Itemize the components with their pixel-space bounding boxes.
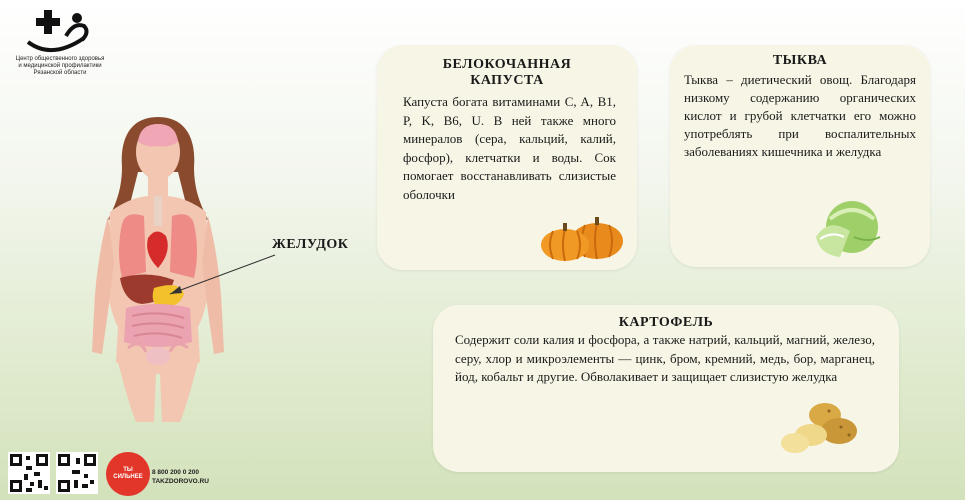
pointer-arrow-icon (140, 240, 280, 310)
cabbage-icon (810, 197, 890, 259)
card-potato-text: Содержит соли калия и фосфора, а также натрий, кальций, магний, железо, серу, хлор и микроэлементы — цинк, бром, кремний, медь, бор, марганец, йод, кобальт и другие. Обволакивает и защищает слизистую желудка (455, 332, 875, 384)
hotline-site[interactable]: TAKZDOROVO.RU (152, 478, 209, 485)
card-potato-title: КАРТОФЕЛЬ (618, 315, 714, 330)
organization-logo (10, 8, 110, 77)
card-cabbage (377, 45, 637, 270)
card-cabbage-title (377, 45, 637, 89)
card-cabbage-title-line-1: БЕЛОКОЧАННАЯ (442, 57, 572, 72)
hotline-info (152, 468, 209, 486)
card-potato (433, 305, 899, 472)
stomach-label: ЖЕЛУДОК (272, 237, 349, 252)
medical-cross-person-logo-icon (22, 8, 98, 54)
pumpkin-icon (537, 207, 629, 263)
card-pumpkin (670, 45, 930, 267)
card-pumpkin-text: Тыква – диетический овощ. Благодаря низкому содержанию органических кислот и грубой клетчатки его можно употреблять при воспалительных заболеваниях кишечника и желудка (684, 72, 916, 159)
card-cabbage-text: Капуста богата витаминами C, A, B1, P, K, B6, U. В ней также много минералов (сера, кальций, калий, фосфор), клетчатки и воды. Сок помогает восстанавливать слизистые оболочки (403, 94, 616, 202)
badge-line-2: СИЛЬНЕЕ (113, 474, 143, 480)
logo-org-line-2: и медицинской профилактики (18, 63, 102, 69)
qr-code-icon[interactable] (8, 452, 50, 494)
qr-code-icon-2[interactable] (56, 452, 98, 494)
logo-org-line-3: Рязанской области (33, 70, 87, 76)
campaign-badge (106, 452, 150, 496)
hotline-phone: 8 800 200 0 200 (152, 469, 199, 476)
badge-line-1: ТЫ (123, 467, 133, 473)
potatoes-icon (779, 397, 859, 457)
card-pumpkin-title: ТЫКВА (772, 53, 828, 68)
logo-org-line-1: Центр общественного здоровья (15, 56, 105, 62)
card-cabbage-title-line-2: КАПУСТА (470, 73, 544, 88)
